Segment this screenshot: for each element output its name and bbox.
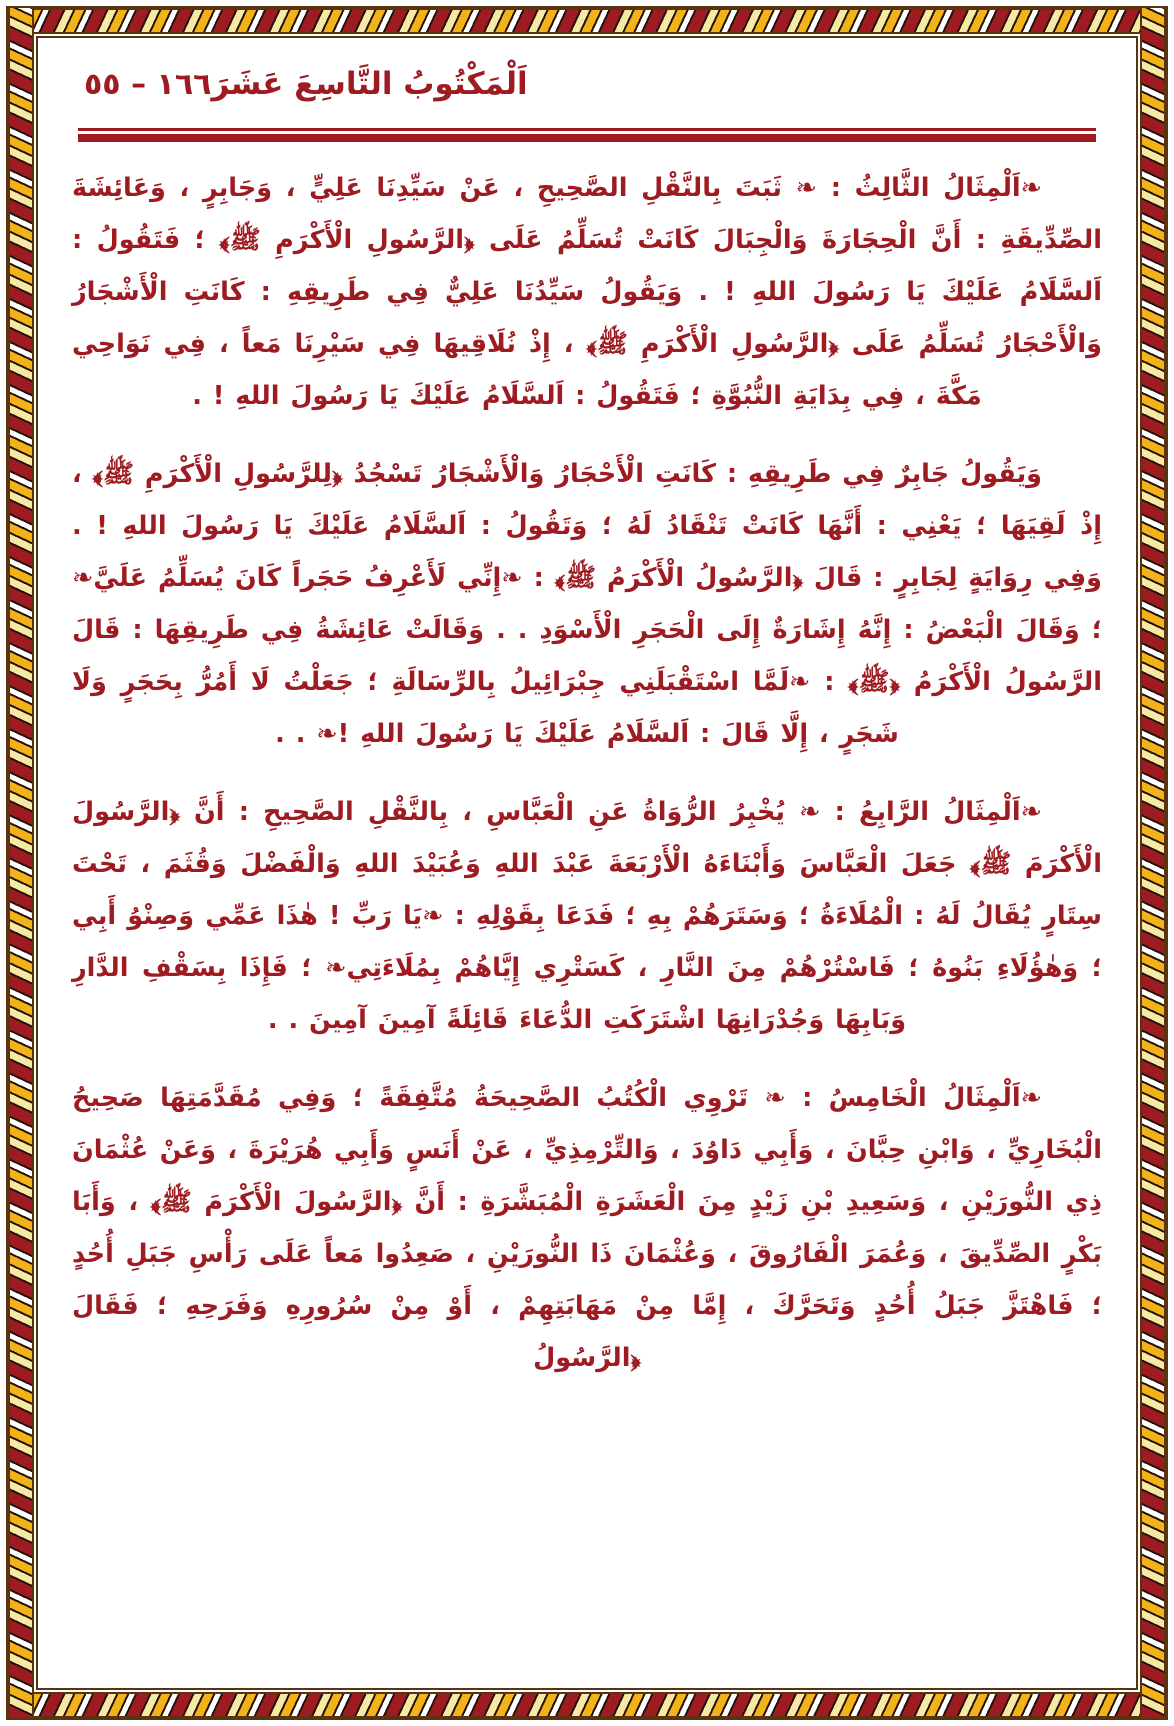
border-ornament-left — [8, 8, 34, 1718]
paragraph-example-four: ❧اَلْمِثَالُ الرَّابِعُ : ❧ يُخْبِرُ الرُّوَاةُ عَنِ الْعَبَّاسِ ، بِالنَّقْلِ الصَّحِيحِ : أَنَّ ﴿الرَّسُولَ الْأَكْرَمَ ﷺ﴾ جَعَلَ الْعَبَّاسَ وَأَبْنَاءَهُ الْأَرْبَعَةَ عَبْدَ اللهِ وَعُبَيْدَ اللهِ وَالْفَضْلَ وَقُثَمَ ، تَحْتَ سِتَارٍ يُقَالُ لَهُ : الْمُلَاءَةُ ؛ وَسَتَرَهُمْ بِهِ ؛ فَدَعَا بِقَوْلِهِ : ❧يَا رَبِّ ! هٰذَا عَمِّي وَصِنْوُ أَبِي ؛ وَهٰؤُلَاءِ بَنُوهُ ؛ فَاسْتُرْهُمْ مِنَ النَّارِ ، كَسَتْرِي إِيَّاهُمْ بِمُلَاءَتِي❧ ؛ فَإِذَا بِسَقْفِ الدَّارِ وَبَابِهَا وَجُدْرَانِهَا اشْتَرَكَتِ الدُّعَاءَ قَائِلَةً آمِينَ آمِينَ . . — [72, 797, 1102, 1035]
header-divider — [78, 128, 1096, 142]
page-header — [72, 66, 1102, 120]
paragraph-example-three: ❧اَلْمِثَالُ الثَّالِثُ : ❧ ثَبَتَ بِالنَّقْلِ الصَّحِيحِ ، عَنْ سَيِّدِنَا عَلِيٍّ ، وَجَابِرٍ ، وَعَائِشَةَ الصِّدِّيقَةِ : أَنَّ الْحِجَارَةَ وَالْجِبَالَ كَانَتْ تُسَلِّمُ عَلَى ﴿الرَّسُولِ الْأَكْرَمِ ﷺ﴾ ؛ فَتَقُولُ : اَلسَّلَامُ عَلَيْكَ يَا رَسُولَ اللهِ ! . وَيَقُولُ سَيِّدُنَا عَلِيٌّ فِي طَرِيقِهِ : كَانَتِ الْأَشْجَارُ وَالْأَحْجَارُ تُسَلِّمُ عَلَى ﴿الرَّسُولِ الْأَكْرَمِ ﷺ﴾ ، إِذْ نُلَاقِيهَا فِي سَيْرِنَا مَعاً ، فِي نَوَاحِي مَكَّةَ ، فِي بِدَايَةِ النُّبُوَّةِ ؛ فَتَقُولُ : اَلسَّلَامُ عَلَيْكَ يَا رَسُولَ اللهِ ! . — [72, 173, 1102, 411]
paragraph-example-five: ❧اَلْمِثَالُ الْخَامِسُ : ❧ تَرْوِي الْكُتُبُ الصَّحِيحَةُ مُتَّفِقَةً ؛ وَفِي مُقَدَّمَتِهَا صَحِيحُ الْبُخَارِيِّ ، وَابْنِ حِبَّانَ ، وَأَبِي دَاوُدَ ، وَالتِّرْمِذِيِّ ، عَنْ أَنَسٍ وَأَبِي هُرَيْرَةَ ، وَعَنْ عُثْمَانَ ذِي النُّورَيْنِ ، وَسَعِيدِ بْنِ زَيْدٍ مِنَ الْعَشَرَةِ الْمُبَشَّرَةِ : أَنَّ ﴿الرَّسُولَ الْأَكْرَمَ ﷺ﴾ ، وَأَبَا بَكْرٍ الصِّدِّيقَ ، وَعُمَرَ الْفَارُوقَ ، وَعُثْمَانَ ذَا النُّورَيْنِ ، صَعِدُوا مَعاً عَلَى رَأْسِ جَبَلِ أُحُدٍ ؛ فَاهْتَزَّ جَبَلُ أُحُدٍ وَتَحَرَّكَ ، إِمَّا مِنْ مَهَابَتِهِمْ ، أَوْ مِنْ سُرُورِهِ وَفَرَحِهِ ؛ فَقَالَ ﴿الرَّسُولُ — [72, 1083, 1102, 1373]
body-text — [72, 162, 1102, 1384]
border-ornament-top — [8, 8, 1166, 34]
border-ornament-bottom — [8, 1692, 1166, 1718]
header-divider-thick-line — [78, 134, 1096, 142]
border-ornament-right — [1140, 8, 1166, 1718]
page-number: ١٦٦ – ٥٥ — [84, 67, 212, 102]
page-content — [50, 48, 1124, 1678]
page-title: اَلْمَكْتُوبُ التَّاسِعَ عَشَرَ — [211, 66, 528, 102]
paragraph-jabir-narration: وَيَقُولُ جَابِرٌ فِي طَرِيقِهِ : كَانَتِ الْأَحْجَارُ وَالْأَشْجَارُ تَسْجُدُ ﴿لِلرَّسُولِ الْأَكْرَمِ ﷺ﴾ ، إِذْ لَقِيَهَا ؛ يَعْنِي : أَنَّهَا كَانَتْ تَنْقَادُ لَهُ ؛ وَتَقُولُ : اَلسَّلَامُ عَلَيْكَ يَا رَسُولَ اللهِ ! . وَفِي رِوَايَةٍ لِجَابِرٍ : قَالَ ﴿الرَّسُولُ الْأَكْرَمُ ﷺ﴾ : ❧إِنِّي لَأَعْرِفُ حَجَراً كَانَ يُسَلِّمُ عَلَيَّ❧ ؛ وَقَالَ الْبَعْضُ : إِنَّهُ إِشَارَةٌ إِلَى الْحَجَرِ الْأَسْوَدِ . . وَقَالَتْ عَائِشَةُ فِي طَرِيقِهَا : قَالَ الرَّسُولُ الْأَكْرَمُ ﴿ﷺ﴾ : ❧لَمَّا اسْتَقْبَلَنِي جِبْرَائِيلُ بِالرِّسَالَةِ ؛ جَعَلْتُ لَا أَمُرُّ بِحَجَرٍ وَلَا شَجَرٍ ، إِلَّا قَالَ : اَلسَّلَامُ عَلَيْكَ يَا رَسُولَ اللهِ !❧ . . — [72, 459, 1102, 749]
